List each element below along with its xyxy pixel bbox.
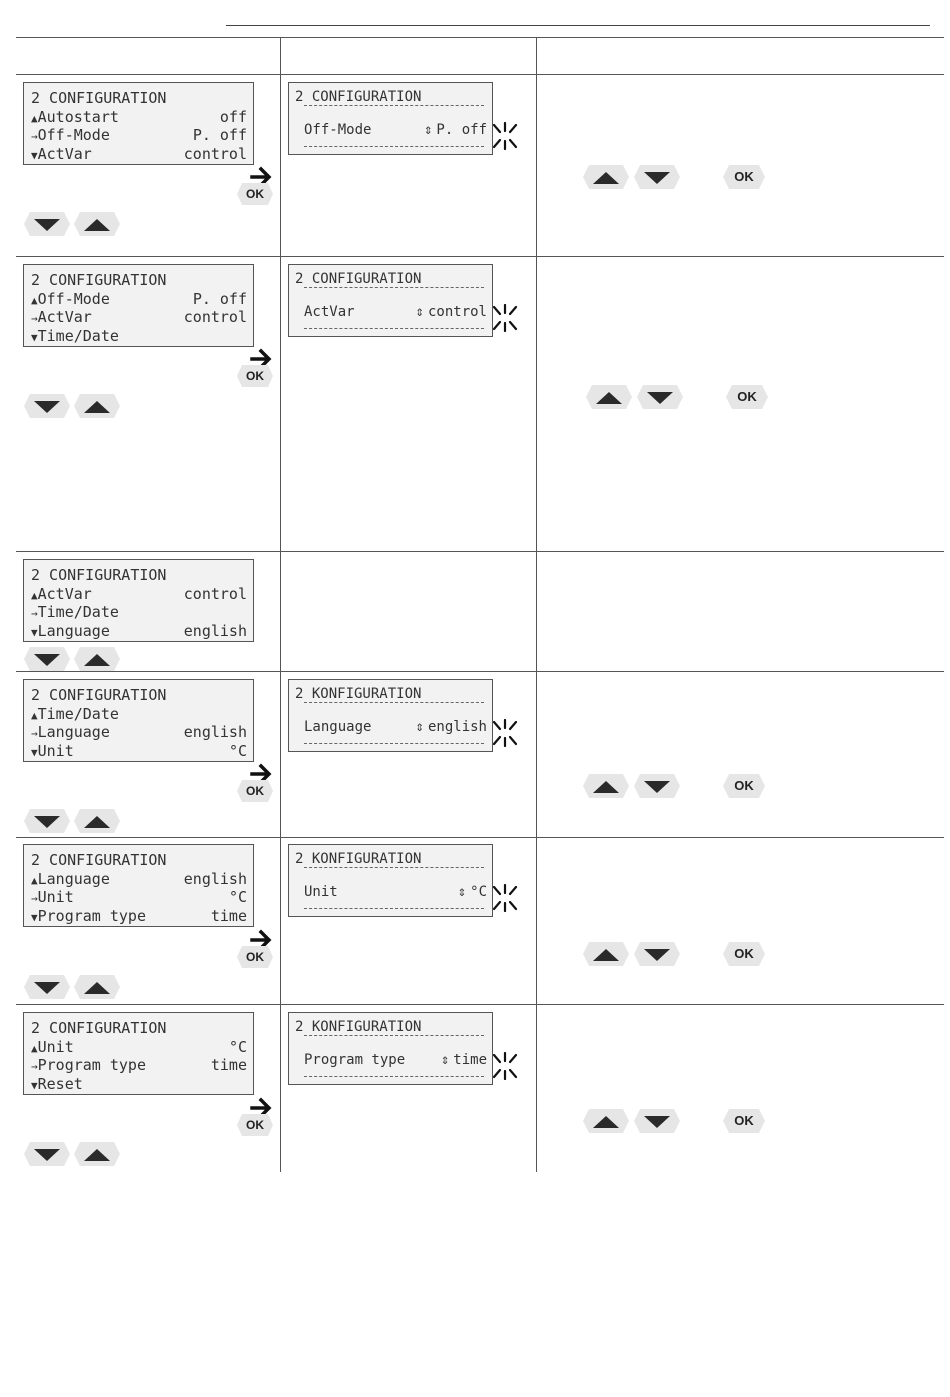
lcd-menu-item-label	[31, 585, 92, 604]
blink-icon	[492, 719, 518, 751]
lcd-item-value: control	[183, 144, 247, 163]
lcd-title-text: 2 CONFIGURATION	[31, 686, 167, 704]
lcd-edit-display	[288, 679, 493, 752]
lcd-param-value: time	[453, 1052, 487, 1068]
lcd-item-text: Language	[37, 621, 110, 640]
lcd-menu-line	[24, 705, 253, 724]
lcd-menu-line	[24, 742, 253, 761]
up-key-button[interactable]	[74, 393, 120, 419]
up-key-button[interactable]	[74, 211, 120, 237]
lcd-item-text: Unit	[37, 888, 74, 906]
lcd-menu-line	[24, 290, 253, 309]
table-rule	[16, 256, 944, 257]
lcd-menu-item-label	[31, 1056, 146, 1075]
ok-key-label: OK	[734, 1113, 754, 1128]
lcd-param-label: Program type	[304, 1052, 406, 1068]
ok-key-button[interactable]	[723, 941, 765, 967]
lcd-title-text: 2 CONFIGURATION	[31, 851, 167, 869]
lcd-title	[24, 686, 253, 705]
lcd-menu-display	[23, 82, 254, 165]
cursor-marker-icon: →	[31, 312, 38, 325]
lcd-menu-line	[24, 907, 253, 926]
blink-icon	[492, 122, 518, 154]
lcd-item-text: Reset	[37, 1074, 83, 1093]
lcd-menu-line	[24, 308, 253, 327]
lcd-title: 2 KONFIGURATION	[295, 686, 422, 702]
lcd-menu-item-label	[31, 308, 92, 327]
lcd-menu-item-label	[31, 1075, 83, 1094]
lcd-item-value: control	[183, 584, 247, 603]
scroll-up-marker-icon: ▲	[31, 873, 38, 887]
lcd-menu-item-label	[31, 870, 110, 889]
ok-key-label: OK	[734, 169, 754, 184]
lcd-divider	[304, 1035, 484, 1046]
up-down-arrows-icon: ⇕	[423, 122, 433, 138]
lcd-menu-item-label	[31, 603, 119, 622]
lcd-menu-line	[24, 723, 253, 742]
lcd-param-value-group	[424, 122, 487, 138]
up-down-arrows-icon: ⇕	[415, 304, 424, 320]
down-key-button[interactable]	[634, 1108, 680, 1134]
lcd-divider	[304, 287, 484, 298]
scroll-down-marker-icon: ▼	[31, 1078, 38, 1092]
down-key-button[interactable]	[634, 773, 680, 799]
ok-key-label: OK	[734, 778, 754, 793]
lcd-param-value: °C	[470, 884, 487, 900]
lcd-item-value: time	[210, 906, 247, 925]
lcd-edit-row	[304, 884, 487, 900]
up-key-button[interactable]	[583, 164, 629, 190]
lcd-menu-item-label	[31, 126, 110, 145]
lcd-menu-item-label	[31, 290, 110, 309]
lcd-param-value-group	[416, 719, 487, 735]
lcd-menu-display	[23, 559, 254, 642]
lcd-title-text: 2 CONFIGURATION	[31, 89, 167, 107]
ok-key-label: OK	[737, 389, 757, 404]
lcd-menu-item-label	[31, 888, 74, 907]
up-down-arrows-icon: ⇕	[457, 884, 467, 900]
ok-key-button[interactable]	[237, 945, 273, 969]
lcd-menu-line	[24, 1038, 253, 1057]
table-rule	[16, 671, 944, 672]
scroll-up-marker-icon: ▲	[31, 111, 38, 125]
cursor-marker-icon: →	[31, 1060, 38, 1073]
ok-key-label: OK	[246, 784, 264, 798]
up-key-button[interactable]	[583, 941, 629, 967]
lcd-edit-row	[304, 719, 487, 735]
scroll-down-marker-icon: ▼	[31, 910, 38, 924]
lcd-title	[24, 271, 253, 290]
lcd-menu-line	[24, 126, 253, 145]
lcd-edit-row	[304, 1052, 487, 1068]
lcd-menu-display	[23, 264, 254, 347]
lcd-item-text: Language	[37, 723, 110, 741]
lcd-item-value: °C	[228, 888, 247, 906]
scroll-up-marker-icon: ▲	[31, 293, 38, 307]
table-rule	[16, 551, 944, 552]
lcd-item-value: P. off	[192, 126, 247, 144]
scroll-down-marker-icon: ▼	[31, 330, 38, 344]
lcd-edit-display	[288, 264, 493, 337]
lcd-item-text: Program type	[37, 1056, 146, 1074]
column-rule	[280, 37, 281, 1172]
lcd-item-value: °C	[228, 741, 247, 760]
blink-icon	[492, 884, 518, 916]
up-key-button[interactable]	[586, 384, 632, 410]
top-rule	[226, 25, 930, 26]
lcd-menu-line	[24, 585, 253, 604]
lcd-title-text: 2 CONFIGURATION	[31, 271, 167, 289]
ok-key-label: OK	[246, 369, 264, 383]
lcd-item-text: Time/Date	[37, 704, 119, 723]
lcd-menu-item-label	[31, 108, 119, 127]
blink-icon	[492, 304, 518, 336]
cursor-marker-icon: →	[31, 607, 38, 620]
lcd-edit-display	[288, 82, 493, 155]
lcd-menu-line	[24, 603, 253, 622]
lcd-menu-display	[23, 679, 254, 762]
table-rule	[16, 74, 944, 75]
scroll-down-marker-icon: ▼	[31, 745, 38, 759]
lcd-item-text: ActVar	[37, 308, 92, 326]
lcd-item-value: off	[219, 107, 247, 126]
lcd-menu-item-label	[31, 723, 110, 742]
ok-key-button[interactable]	[237, 1113, 273, 1137]
cursor-marker-icon: →	[31, 130, 38, 143]
ok-key-label: OK	[246, 1118, 264, 1132]
ok-key-button[interactable]	[723, 164, 765, 190]
lcd-menu-item-label	[31, 705, 119, 724]
lcd-menu-item-label	[31, 327, 119, 346]
lcd-item-value: control	[183, 308, 247, 326]
lcd-menu-item-label	[31, 145, 92, 164]
table-rule	[16, 37, 944, 38]
lcd-item-text: Unit	[37, 1037, 74, 1056]
down-key-button[interactable]	[637, 384, 683, 410]
lcd-menu-line	[24, 888, 253, 907]
lcd-menu-line	[24, 622, 253, 641]
lcd-divider	[304, 743, 484, 744]
lcd-menu-item-label	[31, 742, 74, 761]
down-key-button[interactable]	[24, 1141, 70, 1167]
down-key-button[interactable]	[24, 211, 70, 237]
lcd-menu-line	[24, 145, 253, 164]
up-key-button[interactable]	[74, 808, 120, 834]
lcd-param-label: Off-Mode	[304, 122, 372, 138]
lcd-item-text: Off-Mode	[37, 126, 110, 144]
scroll-up-marker-icon: ▲	[31, 588, 38, 602]
lcd-divider	[304, 328, 484, 329]
down-key-button[interactable]	[634, 164, 680, 190]
blink-icon	[492, 1052, 518, 1084]
lcd-item-text: Unit	[37, 741, 74, 760]
ok-key-button[interactable]	[723, 773, 765, 799]
ok-key-button[interactable]	[237, 779, 273, 803]
ok-key-button[interactable]	[237, 364, 273, 388]
lcd-item-value: time	[210, 1056, 247, 1074]
lcd-title: 2 KONFIGURATION	[295, 851, 422, 867]
lcd-title	[24, 1019, 253, 1038]
scroll-down-marker-icon: ▼	[31, 148, 38, 162]
ok-key-label: OK	[246, 187, 264, 201]
up-down-arrows-icon: ⇕	[440, 1052, 450, 1068]
table-rule	[16, 1004, 944, 1005]
lcd-menu-display	[23, 1012, 254, 1095]
lcd-item-value: P. off	[192, 289, 247, 308]
lcd-edit-display	[288, 844, 493, 917]
lcd-item-text: Off-Mode	[37, 289, 110, 308]
down-key-button[interactable]	[634, 941, 680, 967]
lcd-item-text: Autostart	[37, 107, 119, 126]
scroll-up-marker-icon: ▲	[31, 1041, 38, 1055]
lcd-menu-item-label	[31, 907, 146, 926]
lcd-param-label: Unit	[304, 884, 338, 900]
scroll-up-marker-icon: ▲	[31, 708, 38, 722]
lcd-divider	[304, 146, 484, 147]
lcd-item-value: °C	[228, 1037, 247, 1056]
down-key-button[interactable]	[24, 974, 70, 1000]
lcd-title: 2 CONFIGURATION	[295, 271, 422, 287]
ok-key-button[interactable]	[726, 384, 768, 410]
lcd-param-value: english	[427, 719, 487, 735]
lcd-item-text: Time/Date	[37, 326, 119, 345]
lcd-item-value: english	[183, 869, 247, 888]
lcd-param-label: ActVar	[304, 304, 355, 320]
lcd-divider	[304, 867, 484, 878]
lcd-menu-line	[24, 108, 253, 127]
lcd-item-text: ActVar	[37, 144, 92, 163]
cursor-marker-icon: →	[31, 892, 38, 905]
lcd-menu-line	[24, 327, 253, 346]
lcd-title-text: 2 CONFIGURATION	[31, 566, 167, 584]
lcd-title	[24, 89, 253, 108]
up-key-button[interactable]	[74, 646, 120, 672]
lcd-edit-row	[304, 122, 487, 138]
scroll-down-marker-icon: ▼	[31, 625, 38, 639]
ok-key-button[interactable]	[237, 182, 273, 206]
lcd-divider	[304, 1076, 484, 1077]
up-key-button[interactable]	[74, 1141, 120, 1167]
down-key-button[interactable]	[24, 808, 70, 834]
lcd-title: 2 CONFIGURATION	[295, 89, 422, 105]
lcd-title-text: 2 CONFIGURATION	[31, 1019, 167, 1037]
lcd-menu-item-label	[31, 1038, 74, 1057]
lcd-param-value-group	[441, 1052, 487, 1068]
lcd-item-text: Time/Date	[37, 603, 119, 621]
down-key-button[interactable]	[24, 393, 70, 419]
lcd-divider	[304, 105, 484, 116]
up-down-arrows-icon: ⇕	[415, 719, 424, 735]
ok-key-label: OK	[246, 950, 264, 964]
cursor-marker-icon: →	[31, 727, 38, 740]
lcd-item-text: Language	[37, 869, 110, 888]
lcd-item-text: ActVar	[37, 584, 92, 603]
lcd-param-value-group	[416, 304, 487, 320]
ok-key-label: OK	[734, 946, 754, 961]
lcd-param-value: control	[427, 304, 487, 320]
lcd-item-value: english	[183, 621, 247, 640]
lcd-param-label: Language	[304, 719, 372, 735]
column-rule	[536, 37, 537, 1172]
table-rule	[16, 837, 944, 838]
ok-key-button[interactable]	[723, 1108, 765, 1134]
lcd-param-value-group	[458, 884, 487, 900]
up-key-button[interactable]	[583, 773, 629, 799]
lcd-divider	[304, 908, 484, 909]
down-key-button[interactable]	[24, 646, 70, 672]
up-key-button[interactable]	[583, 1108, 629, 1134]
lcd-item-text: Program type	[37, 906, 146, 925]
lcd-divider	[304, 702, 484, 713]
up-key-button[interactable]	[74, 974, 120, 1000]
lcd-title	[24, 566, 253, 585]
lcd-edit-display	[288, 1012, 493, 1085]
lcd-menu-line	[24, 1075, 253, 1094]
lcd-edit-row	[304, 304, 487, 320]
lcd-param-value: P. off	[436, 122, 487, 138]
lcd-menu-line	[24, 1056, 253, 1075]
lcd-item-value: english	[183, 723, 247, 741]
lcd-title	[24, 851, 253, 870]
lcd-menu-line	[24, 870, 253, 889]
lcd-menu-item-label	[31, 622, 110, 641]
lcd-title: 2 KONFIGURATION	[295, 1019, 422, 1035]
lcd-menu-display	[23, 844, 254, 927]
